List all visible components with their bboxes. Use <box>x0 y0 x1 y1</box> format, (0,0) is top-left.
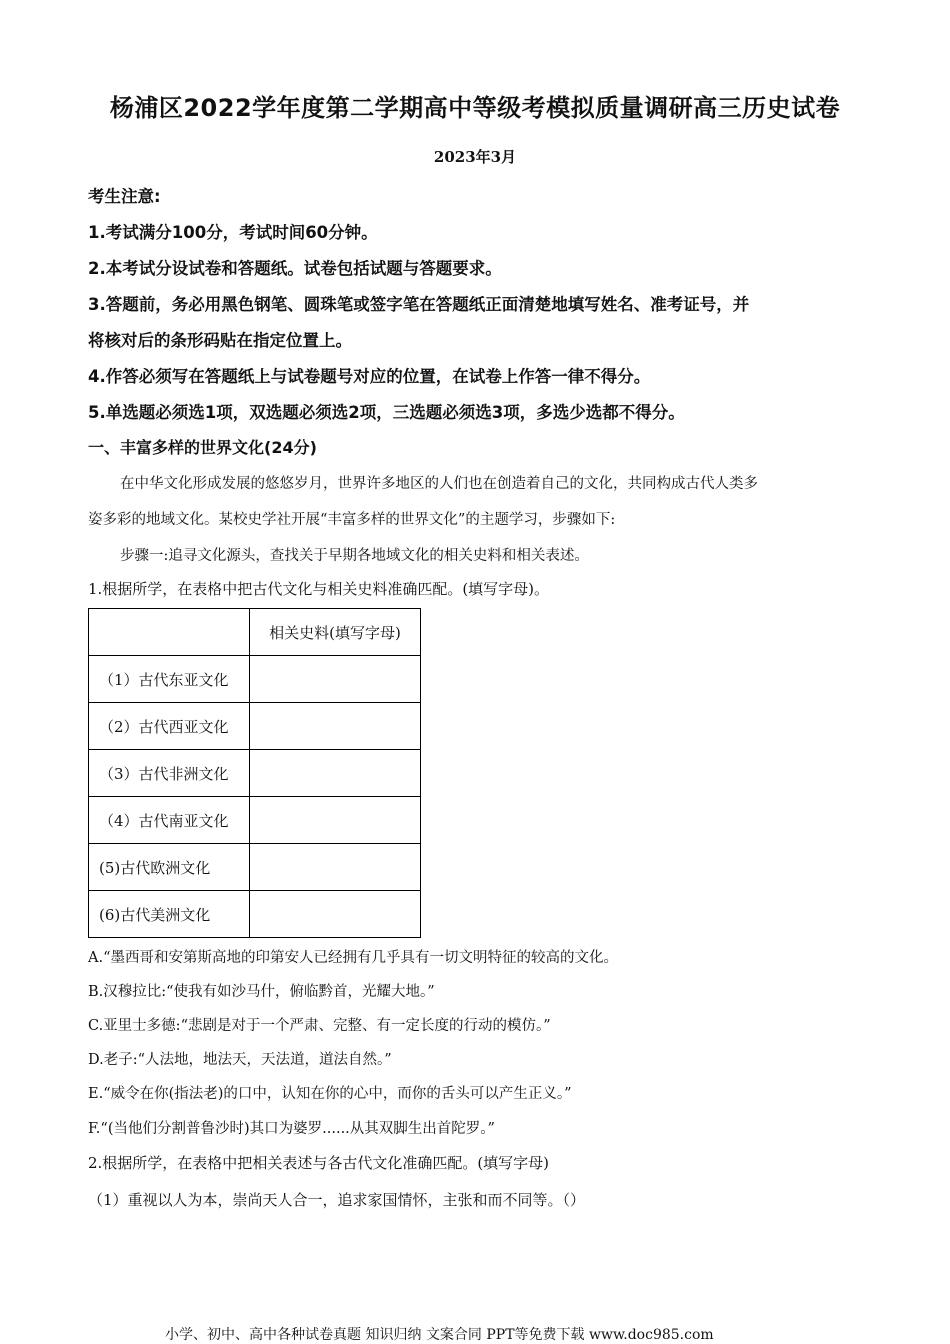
answer-cell <box>250 656 421 703</box>
step-one: 步骤一:追寻文化源头，查找关于早期各地域文化的相关史料和相关表述。 <box>120 548 589 564</box>
notice-item: 将核对后的条形码贴在指定位置上。 <box>88 331 352 350</box>
table-row <box>89 891 421 938</box>
culture-label: （1）古代东亚文化 <box>89 656 250 703</box>
table-row <box>89 797 421 844</box>
table-header-sources: 相关史料(填写字母) <box>250 609 421 656</box>
question-2: 2.根据所学，在表格中把相关表述与各古代文化准确匹配。(填写字母) <box>88 1154 550 1172</box>
intro-paragraph-line2: 姿多彩的地域文化。某校史学社开展“丰富多样的世界文化”的主题学习，步骤如下: <box>88 512 616 528</box>
option-c: C.亚里士多德:“悲剧是对于一个严肃、完整、有一定长度的行动的模仿。” <box>88 1018 551 1034</box>
answer-cell <box>250 703 421 750</box>
answer-cell <box>250 797 421 844</box>
section-heading: 一、丰富多样的世界文化(24分) <box>88 438 317 457</box>
question-1: 1.根据所学，在表格中把古代文化与相关史料准确匹配。(填写字母)。 <box>88 580 550 598</box>
notice-heading: 考生注意: <box>88 187 161 206</box>
culture-label: (5)古代欧洲文化 <box>89 844 250 891</box>
notice-item: 1.考试满分100分，考试时间60分钟。 <box>88 223 378 242</box>
question-2-item-1: （1）重视以人为本，崇尚天人合一，追求家国情怀，主张和而不同等。（） <box>88 1191 586 1209</box>
option-b: B.汉穆拉比:“使我有如沙马什，俯临黔首，光耀大地。” <box>88 984 435 1000</box>
culture-label: （4）古代南亚文化 <box>89 797 250 844</box>
exam-date: 2023年3月 <box>433 148 517 166</box>
table-row <box>89 844 421 891</box>
footer-ad: 小学、初中、高中各种试卷真题 知识归纳 文案合同 PPT等免费下载 www.doc985.com <box>165 1327 714 1343</box>
notice-item: 4.作答必须写在答题纸上与试卷题号对应的位置，在试卷上作答一律不得分。 <box>88 367 651 386</box>
notice-item: 3.答题前，务必用黑色钢笔、圆珠笔或签字笔在答题纸正面清楚地填写姓名、准考证号，并 <box>88 295 750 314</box>
answer-cell <box>250 844 421 891</box>
option-f: F.“(当他们分割普鲁沙时)其口为婆罗......从其双脚生出首陀罗。” <box>88 1121 495 1137</box>
table-row <box>89 656 421 703</box>
notice-item: 2.本考试分设试卷和答题纸。试卷包括试题与答题要求。 <box>88 259 502 278</box>
culture-label: （2）古代西亚文化 <box>89 703 250 750</box>
table-row <box>89 750 421 797</box>
matching-table <box>88 608 421 938</box>
option-a: A.“墨西哥和安第斯高地的印第安人已经拥有几乎具有一切文明特征的较高的文化。 <box>88 950 618 966</box>
answer-cell <box>250 750 421 797</box>
culture-label: (6)古代美洲文化 <box>89 891 250 938</box>
table-row <box>89 703 421 750</box>
exam-title: 杨浦区2022学年度第二学期高中等级考模拟质量调研高三历史试卷 <box>109 94 841 122</box>
intro-paragraph-line1: 在中华文化形成发展的悠悠岁月，世界许多地区的人们也在创造着自己的文化，共同构成古代人类多 <box>120 476 758 492</box>
table-header-row <box>89 609 421 656</box>
notice-item: 5.单选题必须选1项，双选题必须选2项，三选题必须选3项，多选少选都不得分。 <box>88 403 685 422</box>
option-d: D.老子:“人法地，地法天，天法道，道法自然。” <box>88 1052 392 1068</box>
answer-cell <box>250 891 421 938</box>
culture-label: （3）古代非洲文化 <box>89 750 250 797</box>
option-e: E.“威令在你(指法老)的口中，认知在你的心中，而你的舌头可以产生正义。” <box>88 1086 572 1102</box>
table-header-blank <box>89 609 250 656</box>
